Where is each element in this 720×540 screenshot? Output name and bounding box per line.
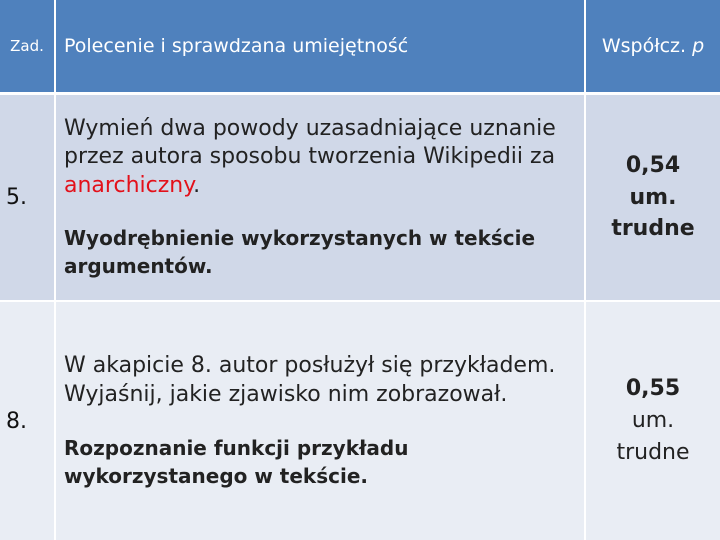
task-question-text: Wymień dwa powody uzasadniające uznanie przez autora sposobu tworzenia Wikipedii za — [64, 115, 556, 170]
task-question — [64, 115, 574, 201]
difficulty-level-line1: um. — [629, 184, 677, 210]
header-zad: Zad. — [0, 0, 55, 94]
difficulty-level-line1: um. — [631, 408, 675, 434]
task-skill: Rozpoznanie funkcji przykładu wykorzystanego w tekście. — [64, 435, 409, 488]
task-cell — [55, 94, 585, 302]
header-wspolczynnik — [585, 0, 720, 94]
difficulty-coefficient: 0,55 — [625, 376, 681, 402]
header-wspolczynnik-label: Współcz. — [601, 35, 687, 57]
header-wspolczynnik-symbol: p — [692, 35, 705, 57]
task-skill: Wyodrębnienie wykorzystanych w tekście argumentów. — [64, 226, 536, 279]
highlighted-word: anarchiczny — [64, 172, 194, 198]
difficulty-coefficient: 0,54 — [625, 152, 681, 178]
table-row — [0, 94, 720, 302]
task-cell — [55, 301, 585, 540]
header-polecenie: Polecenie i sprawdzana umiejętność — [55, 0, 585, 94]
task-number: 8. — [0, 301, 55, 540]
difficulty-cell — [585, 301, 720, 540]
task-question-end: . — [193, 172, 201, 198]
task-question: W akapicie 8. autor posłużył się przykładem. Wyjaśnij, jakie zjawisko nim zobrazował. — [64, 353, 556, 407]
table-header-row — [0, 0, 720, 94]
difficulty-level-line2: trudne — [616, 439, 690, 465]
difficulty-level-line2: trudne — [611, 216, 695, 242]
difficulty-cell — [585, 94, 720, 302]
table-row — [0, 301, 720, 540]
task-number: 5. — [0, 94, 55, 302]
